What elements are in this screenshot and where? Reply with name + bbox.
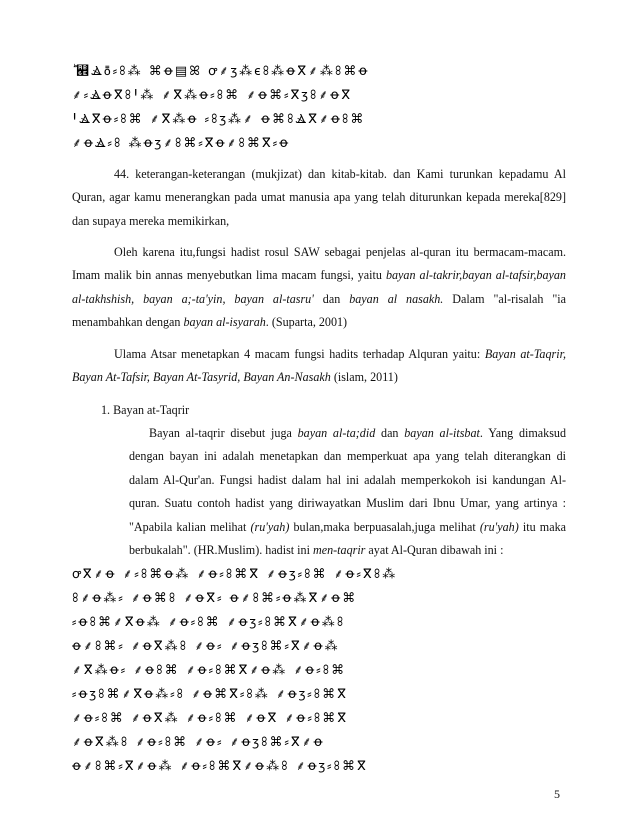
text: ayat Al-Quran dibawah ini : bbox=[365, 543, 504, 558]
italic-term: (ru'yah) bbox=[250, 519, 290, 534]
arabic-line: ꝋ⸙ꖉ⌘⸗ ⸙ꝋⴳ⁂ꖉ ⸙ꝋ⸗ ⸙ꝋⳅꖉ⌘⸗ⴳ⸙ꝋ⁂ bbox=[72, 639, 340, 654]
paragraph-verse-translation bbox=[72, 163, 566, 233]
text: Oleh karena itu,fungsi hadist rosul SAW sebagai penjelas al-quran itu bermacam-macam. Imam malik bin annas menyebutkan lima macam fungsi, yaitu bbox=[72, 245, 566, 283]
arabic-verse-top bbox=[72, 60, 572, 156]
text: . (Suparta, 2001) bbox=[265, 315, 348, 330]
italic-term: bayan al-ta;did bbox=[297, 426, 376, 440]
arabic-line: ؕ ꭮Ⳛꚢ⸗ꖉ⁂ ⌘ꝋ▤ꕤ ꝍ⸙ⳅ⁂ⲉꖉ⁂ꝋⴳ⸙⁂ꖉ⌘ꝋ bbox=[72, 64, 370, 79]
arabic-line: ꞋⳚⴳꝋ⸗ꖉ⌘ ⸙ⴳ⁂ꝋ ⸗ꖉⳅ⁂⸙ ꝋ⌘ꖉⳚⴳ⸙ꝋꖉ⌘ bbox=[72, 112, 366, 127]
italic-term: (ru'yah) bbox=[479, 519, 519, 534]
paragraph-text: 44. keterangan-keterangan (mukjizat) dan kitab-kitab. dan Kami turunkan kepadamu Al Quran, agar kamu menerangkan pada umat manusia apa yang telah diturunkan kepada mereka[829] dan supaya mereka memikirkan, bbox=[72, 167, 566, 228]
list-item-heading: 1. Bayan at-Taqrir bbox=[101, 403, 190, 417]
italic-term: bayan al nasakh. bbox=[349, 291, 444, 306]
text: dan bbox=[375, 426, 405, 440]
arabic-line: ⸙⸗ⳚꝋⴳꖉꞋ⁂ ⸙ⴳ⁂ꝋ⸗ꖉ⌘ ⸙ꝋ⌘⸗ⴳⳅꖉ⸙ꝋⴳ bbox=[72, 88, 353, 103]
text: Bayan al-taqrir disebut juga bbox=[149, 426, 298, 440]
italic-term: bayan al-isyarah bbox=[183, 315, 266, 330]
text: Dalam "al-risalah "ia menambahkan dengan bbox=[72, 291, 566, 330]
text: Ulama Atsar menetapkan 4 macam fungsi hadits terhadap Alquran yaitu: bbox=[114, 347, 485, 361]
arabic-line: ⸙ꝋⴳ⁂ꖉ ⸙ꝋ⸗ꖉ⌘ ⸙ꝋ⸗ ⸙ꝋⳅꖉ⌘⸗ⴳ⸙ꝋ bbox=[72, 735, 325, 750]
arabic-line: ⸗ꝋⳅꖉ⌘⸙ⴳꝋ⁂⸗ꖉ ⸙ꝋ⌘ⴳ⸗ꖉ⁂ ⸙ꝋⳅ⸗ꖉ⌘ⴳ bbox=[72, 687, 348, 702]
text: . Yang dimaksud dengan bayan ini adalah menetapkan dan memperkuat apa yang telah diterangkan di dalam Al-Qur'an. Fungsi hadist dalam hal ini adalah memperkokoh isi kandungan Al-quran. Suatu contoh hadist yang diriwayatkan Muslim dari Ibnu Umar, yang artinya : "Apabila kalian melihat bbox=[129, 426, 566, 534]
italic-term: men-taqrir bbox=[312, 543, 366, 558]
text: (islam, 2011) bbox=[330, 370, 398, 385]
paragraph-bayan-taqrir bbox=[129, 422, 566, 562]
arabic-line: ꝋ⸙ꖉ⌘⸗ⴳ⸙ꝋ⁂ ⸙ꝋ⸗ꖉ⌘ⴳ⸙ꝋ⁂ꖉ ⸙ꝋⳅ⸗ꖉ⌘ⴳ bbox=[72, 759, 368, 774]
arabic-line: ⸙ⴳ⁂ꝋ⸗ ⸙ꝋꖉ⌘ ⸙ꝋ⸗ꖉ⌘ⴳ⸙ꝋ⁂ ⸙ꝋ⸗ꖉ⌘ bbox=[72, 663, 347, 678]
arabic-line: ꖉ⸙ꝋ⁂⸗ ⸙ꝋ⌘ꖉ ⸙ꝋⴳ⸗ ꝋ⸙ꖉ⌘⸗ꝋ⁂ⴳ⸙ꝋ⌘ bbox=[72, 591, 358, 606]
paragraph-ulama-atsar bbox=[72, 343, 566, 390]
arabic-line: ⸙ꝋⳚ⸗ꖉ ⁂ꝋⳅ⸙ꖉ⌘⸗ⴳꝋ⸙ꖉ⌘ⴳ⸗ꝋ bbox=[72, 136, 291, 151]
italic-term: Bayan at-Taqrir, Bayan At-Tafsir, Bayan At-Tasyrid, Bayan An-Nasakh bbox=[72, 347, 566, 385]
arabic-line: ꝍⴳ⸙ꝋ ⸙⸗ꖉ⌘ꝋ⁂ ⸙ꝋ⸗ꖉ⌘ⴳ ⸙ꝋⳅ⸗ꖉ⌘ ⸙ꝋ⸗ⴳꖉ⁂ bbox=[72, 567, 398, 582]
text: itu maka berbukalah". (HR.Muslim). hadist ini bbox=[129, 519, 566, 558]
text: bulan,maka berpuasalah,juga melihat bbox=[289, 519, 480, 534]
italic-term: bayan al-itsbat bbox=[404, 426, 480, 440]
page-number: 5 bbox=[554, 787, 560, 801]
arabic-verse-bottom bbox=[72, 563, 572, 779]
italic-term: bayan al-takrir,bayan al-tafsir,bayan al-takhshish, bayan a;-ta'yin, bayan al-tasru' bbox=[72, 268, 566, 306]
paragraph-functions bbox=[72, 241, 566, 335]
text: dan bbox=[313, 291, 350, 306]
arabic-line: ⸗ꝋꖉ⌘⸙ⴳꝋ⁂ ⸙ꝋ⸗ꖉ⌘ ⸙ꝋⳅ⸗ꖉ⌘ⴳ⸙ꝋ⁂ꖉ bbox=[72, 615, 346, 630]
arabic-line: ⸙ꝋ⸗ꖉ⌘ ⸙ꝋⴳ⁂ ⸙ꝋ⸗ꖉ⌘ ⸙ꝋⴳ ⸙ꝋ⸗ꖉ⌘ⴳ bbox=[72, 711, 349, 726]
